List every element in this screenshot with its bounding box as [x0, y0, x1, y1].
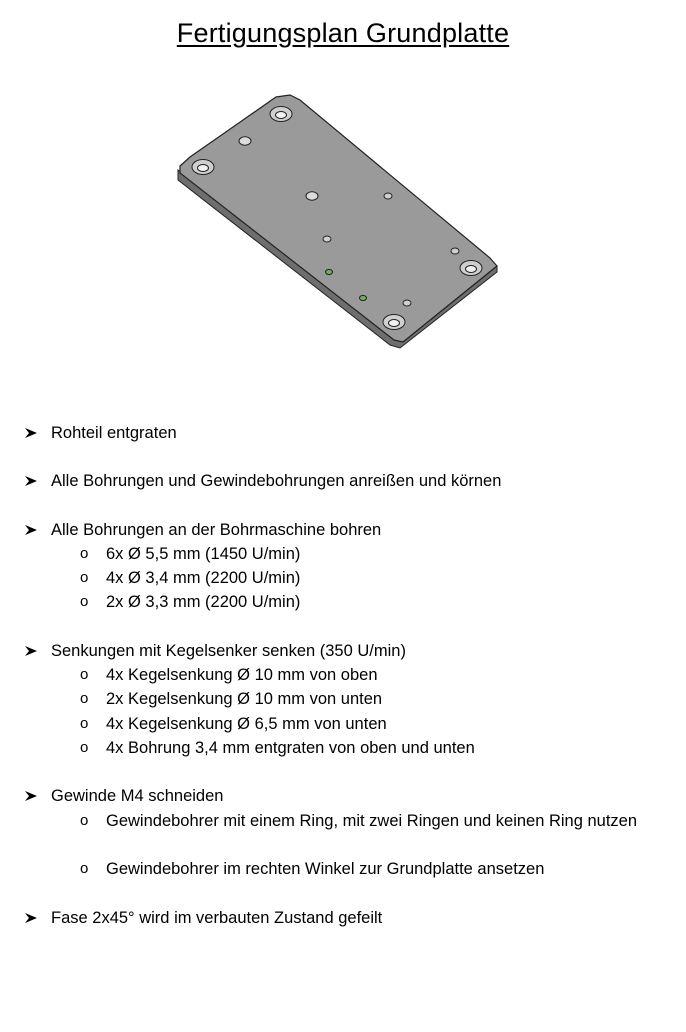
drill-hole — [323, 236, 331, 242]
drill-hole — [384, 193, 392, 199]
page-title: Fertigungsplan Grundplatte — [176, 18, 510, 48]
step-label: Alle Bohrungen an der Bohrmaschine bohren — [51, 521, 382, 539]
step-label: Fase 2x45° wird im verbauten Zustand gefeilt — [51, 909, 383, 927]
arrow-bullet-icon — [23, 784, 39, 808]
arrow-bullet-icon — [23, 421, 39, 445]
circle-bullet-icon: o — [80, 569, 89, 586]
step-label: Senkungen mit Kegelsenker senken (350 U/min) — [51, 642, 406, 660]
circle-bullet-icon: o — [80, 812, 89, 829]
circle-bullet-icon: o — [80, 860, 89, 877]
base-plate-drawing — [170, 88, 510, 358]
arrow-bullet-icon — [23, 469, 39, 493]
countersunk-hole — [383, 315, 405, 330]
drill-hole — [403, 300, 411, 306]
circle-bullet-icon: o — [80, 545, 89, 562]
arrow-bullet-icon — [23, 518, 39, 542]
circle-bullet-icon: o — [80, 690, 89, 707]
countersunk-hole — [270, 107, 292, 122]
circle-bullet-icon: o — [80, 666, 89, 683]
step-label: Rohteil entgraten — [51, 424, 177, 442]
thread-hole — [326, 269, 333, 274]
drill-hole — [239, 137, 251, 145]
countersunk-hole — [192, 160, 214, 175]
countersunk-hole — [460, 261, 482, 276]
step-label: Gewinde M4 schneiden — [51, 787, 224, 805]
circle-bullet-icon: o — [80, 593, 89, 610]
arrow-bullet-icon — [23, 639, 39, 663]
step-label: Alle Bohrungen und Gewindebohrungen anreißen und körnen — [51, 472, 502, 490]
drill-hole — [306, 192, 318, 200]
circle-bullet-icon: o — [80, 739, 89, 756]
thread-hole — [360, 295, 367, 300]
drill-hole — [451, 248, 459, 254]
circle-bullet-icon: o — [80, 715, 89, 732]
arrow-bullet-icon — [23, 906, 39, 930]
